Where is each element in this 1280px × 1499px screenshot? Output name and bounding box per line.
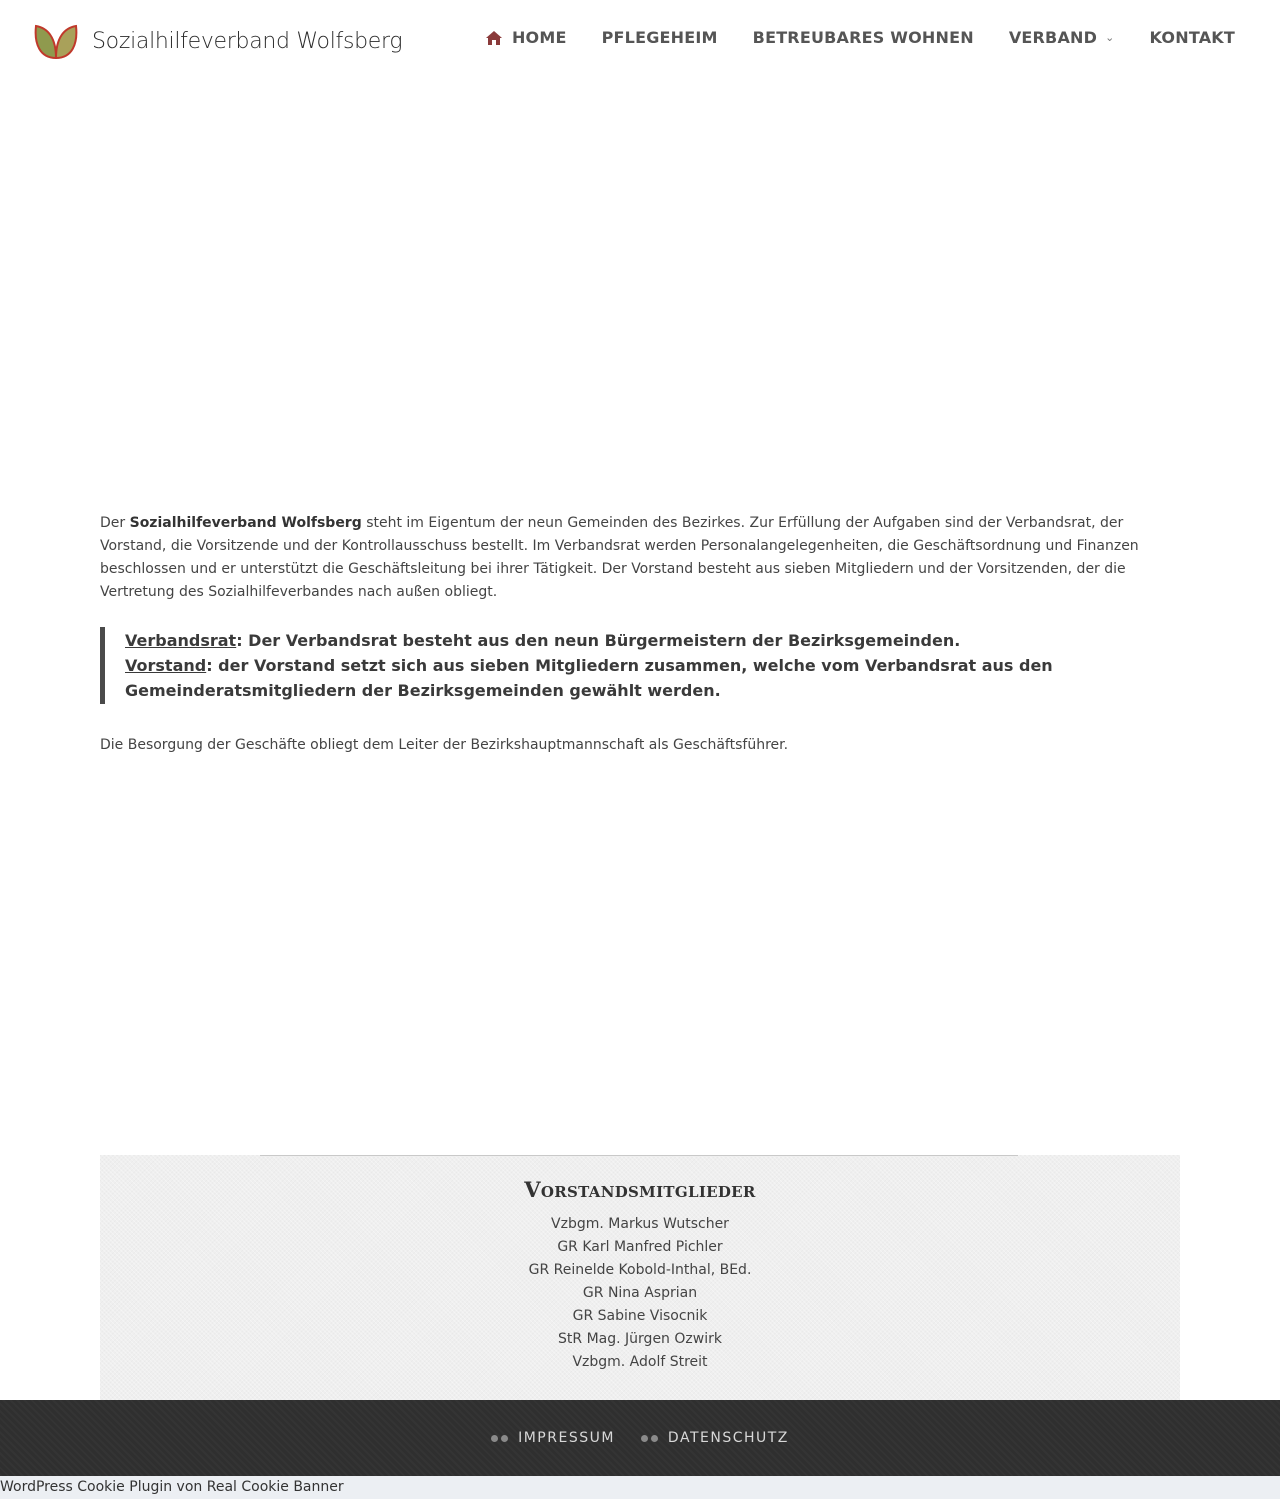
cookie-banner-credit [0,1476,1280,1499]
site-logo[interactable] [34,22,402,60]
nav-item-label: KONTAKT [1149,28,1235,47]
definition-vorstand: : der Vorstand setzt sich aus sieben Mitgliedern zusammen, welche vom Verbandsrat aus den Gemeinderatsmitgliedern der Bezirksgemeinden gewählt werden. [125,656,1053,700]
nav-item-label: HOME [511,28,567,47]
nav-item-verband[interactable] [1009,28,1115,47]
nav-item-kontakt[interactable] [1150,28,1235,47]
closing-paragraph: Die Besorgung der Geschäfte obliegt dem Leiter der Bezirkshauptmannschaft als Geschäftsführer. [100,737,789,753]
main-content [100,512,1180,757]
list-item: GR Sabine Visocnik [572,1308,708,1324]
site-header [0,0,1280,84]
nav-item-betreubares-wohnen[interactable] [753,28,974,47]
footer-links [0,1430,1280,1446]
divider [260,1155,1018,1156]
intro-org-name: Sozialhilfeverband Wolfsberg [129,515,362,531]
board-members-title: Vorstandsmitglieder [524,1177,756,1202]
footer-link-label: IMPRESSUM [518,1430,615,1446]
main-navigation [485,28,1235,47]
definition-verbandsrat: : Der Verbandsrat besteht aus den neun Bürgermeistern der Bezirksgemeinden. [236,631,961,650]
footer-link-impressum[interactable] [491,1430,615,1446]
cookie-plugin-link[interactable]: WordPress Cookie Plugin von Real Cookie Banner [0,1479,344,1495]
board-members-list [100,1213,1180,1374]
nav-item-label: VERBAND [1008,28,1098,47]
intro-prefix: Der [100,515,130,531]
quote-verbandsrat [125,628,1180,653]
list-item: GR Nina Asprian [582,1285,698,1301]
footer-link-label: DATENSCHUTZ [667,1430,789,1446]
quote-vorstand [125,653,1180,703]
list-item: Vzbgm. Adolf Streit [572,1354,708,1370]
board-members-panel [100,1155,1180,1400]
leaf-icon [34,22,78,60]
nav-item-label: PFLEGEHEIM [601,28,718,47]
list-item: GR Karl Manfred Pichler [557,1239,723,1255]
intro-paragraph [100,512,1180,604]
term-vorstand: Vorstand [125,656,207,675]
site-footer [0,1400,1280,1476]
term-verbandsrat: Verbandsrat [125,631,237,650]
footer-link-datenschutz[interactable] [641,1430,789,1446]
dots-icon [641,1435,658,1442]
list-item: GR Reinelde Kobold-Inthal, BEd. [528,1262,752,1278]
chevron-down-icon: ⌄ [1105,31,1115,44]
nav-item-label: BETREUBARES WOHNEN [752,28,974,47]
list-item: StR Mag. Jürgen Ozwirk [558,1331,722,1347]
list-item: Vzbgm. Markus Wutscher [551,1216,729,1232]
nav-item-pflegeheim[interactable] [602,28,718,47]
definition-quote [100,627,1180,704]
logo-text: Sozialhilfeverband Wolfsberg [92,28,403,54]
nav-item-home[interactable] [485,28,567,47]
dots-icon [491,1435,508,1442]
home-icon [485,29,503,47]
intro-text: steht im Eigentum der neun Gemeinden des Bezirkes. Zur Erfüllung der Aufgaben sind der Verbandsrat, der Vorstand, die Vorsitzende und der Kontrollausschuss bestellt. Im Verbandsrat werden Personalangelegenheiten, die Geschäftsordnung und Finanzen beschlossen und er unterstützt die Geschäftsleitung bei ihrer Tätigkeit. Der Vorstand besteht aus sieben Mitgliedern und der Vorsitzenden, der die Vertretung des Sozialhilfeverbandes nach außen obliegt. [100,515,1139,600]
